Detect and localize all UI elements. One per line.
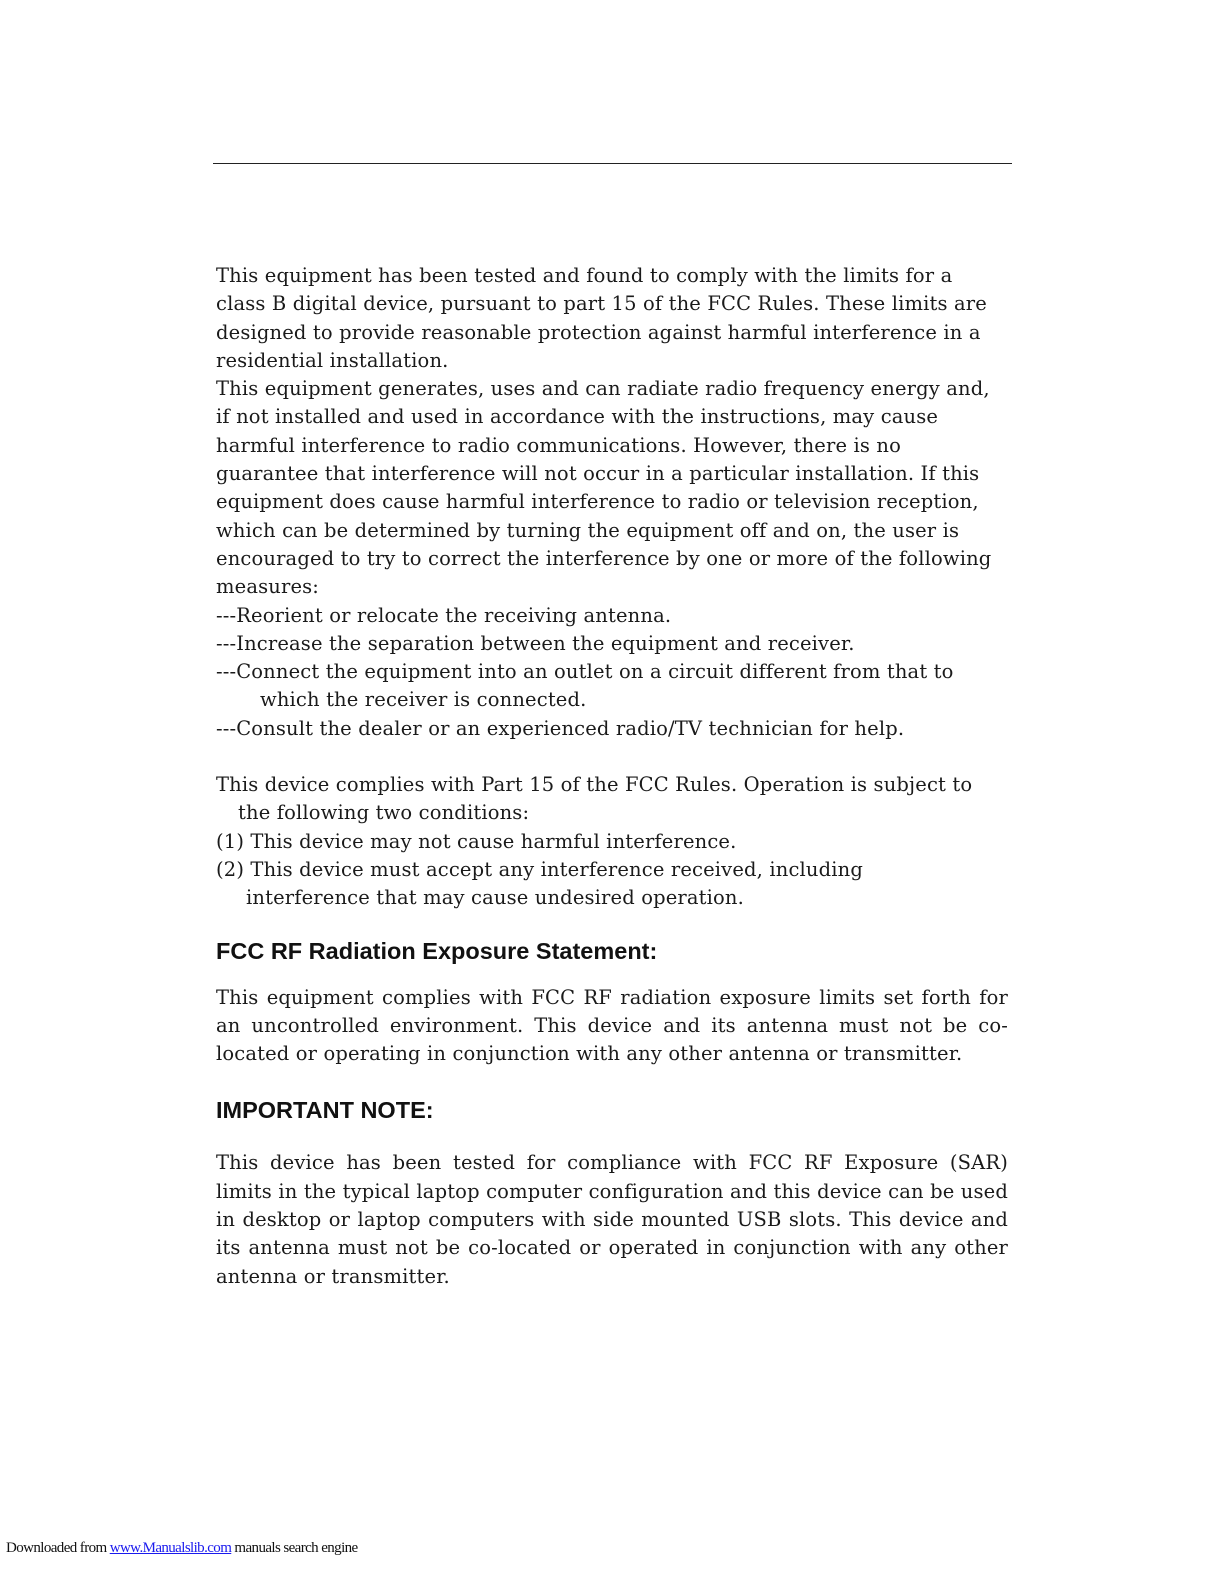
measures-list bbox=[216, 602, 1008, 743]
manualslib-link[interactable]: www.Manualslib.com bbox=[109, 1540, 232, 1556]
condition-item: (2) This device must accept any interference received, including bbox=[216, 857, 863, 881]
rf-exposure-paragraph: This equipment complies with FCC RF radiation exposure limits set forth for an uncontrolled environment. This device and its antenna must not be co-located or operating in conjunction with any other antenna or transmitter. bbox=[216, 985, 1008, 1066]
conditions-block bbox=[216, 771, 1008, 912]
measure-item-continuation: which the receiver is connected. bbox=[260, 688, 587, 712]
measure-item: ---Connect the equipment into an outlet on a circuit different from that to bbox=[216, 660, 954, 684]
compliance-paragraph: This equipment has been tested and found to comply with the limits for a class B digital device, pursuant to part 15 of the FCC Rules. These limits are designed to provide reasonable protection against harmful interference in a residential installation. bbox=[216, 264, 987, 372]
measure-item: ---Increase the separation between the equipment and receiver. bbox=[216, 631, 855, 655]
rf-exposure-heading: FCC RF Radiation Exposure Statement: bbox=[216, 937, 658, 964]
condition-item-continuation: interference that may cause undesired operation. bbox=[246, 886, 744, 910]
measure-item: ---Reorient or relocate the receiving antenna. bbox=[216, 603, 672, 627]
measure-item: ---Consult the dealer or an experienced radio/TV technician for help. bbox=[216, 716, 905, 740]
footer-suffix: manuals search engine bbox=[231, 1540, 358, 1556]
condition-item: (1) This device may not cause harmful interference. bbox=[216, 829, 737, 853]
conditions-lead: This device complies with Part 15 of the FCC Rules. Operation is subject to bbox=[216, 773, 973, 797]
interference-paragraph: This equipment generates, uses and can radiate radio frequency energy and, if not installed and used in accordance with the instructions, may cause harmful interference to radio communications. However, there is no guarantee that interference will not occur in a particular installation. If this equipment does cause harmful interference to radio or television reception, which can be determined by turning the equipment off and on, the user is encouraged to try to correct the interference by one or more of the following measures: bbox=[216, 377, 992, 599]
download-footer bbox=[6, 1540, 358, 1557]
important-note-heading: IMPORTANT NOTE: bbox=[216, 1097, 434, 1124]
document-body bbox=[216, 262, 1008, 1291]
top-divider-rule bbox=[213, 163, 1012, 164]
footer-prefix: Downloaded from bbox=[6, 1540, 110, 1556]
conditions-lead-continuation: the following two conditions: bbox=[238, 801, 530, 825]
important-note-paragraph: This device has been tested for compliance with FCC RF Exposure (SAR) limits in the typical laptop computer configuration and this device can be used in desktop or laptop computers with side mounted USB slots. This device and its antenna must not be co-located or operated in conjunction with any other antenna or transmitter. bbox=[216, 1151, 1008, 1288]
